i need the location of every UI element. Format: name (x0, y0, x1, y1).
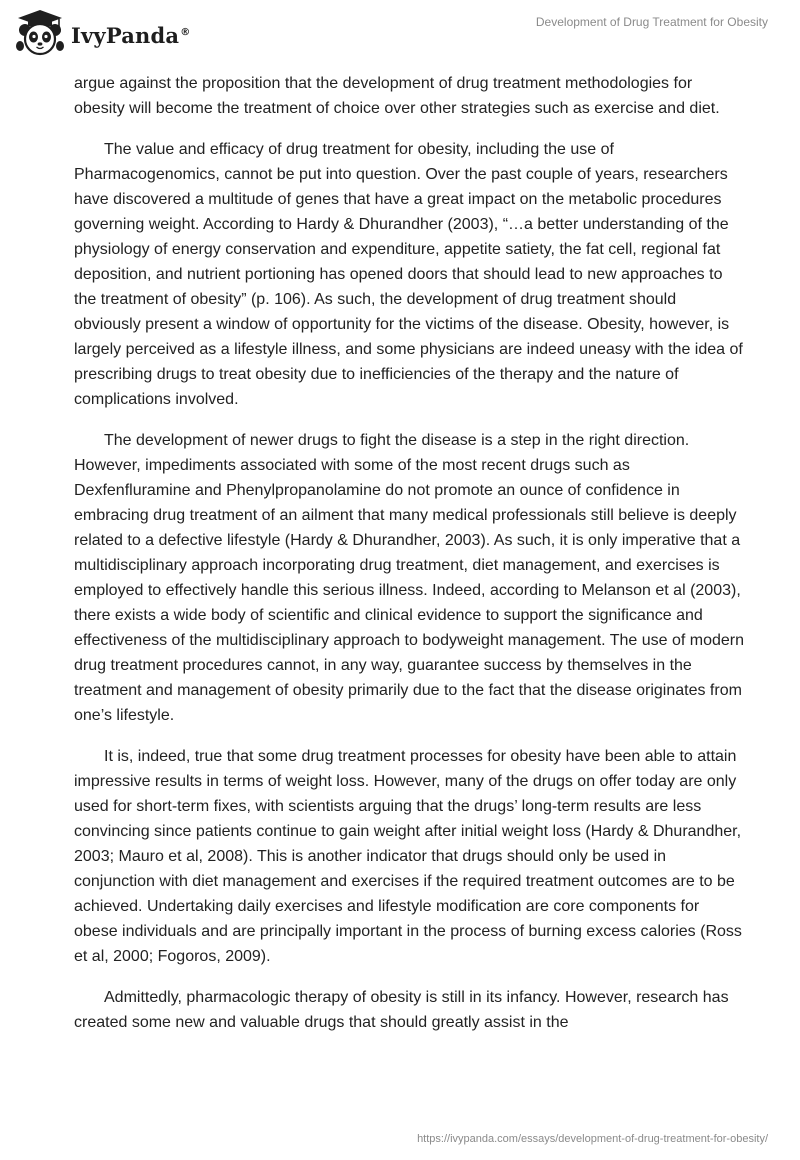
paragraph: It is, indeed, true that some drug treatment processes for obesity have been able to attain impressive results in terms of weight loss. However, many of the drugs on offer today are only used for short-term fixes, with scientists arguing that the drugs’ long-term results are less convincing since patients continue to gain weight after initial weight loss (Hardy & Dhurandher, 2003; Mauro et al, 2008). This is another indicator that drugs should only be used in conjunction with diet management and exercises if the required treatment outcomes are to be achieved. Undertaking daily exercises and lifestyle modification are core components for obese individuals and are principally important in the process of burning excess calories (Ross et al, 2000; Fogoros, 2009). (74, 748, 742, 965)
paragraph: Admittedly, pharmacologic therapy of obesity is still in its infancy. However, research has created some new and valuable drugs that should greatly assist in the (74, 989, 729, 1031)
panda-graduate-icon (14, 8, 66, 58)
page-header (0, 0, 800, 70)
paragraph: The development of newer drugs to fight the disease is a step in the right direction. However, impediments associated with some of the most recent drugs such as Dexfenfluramine and Phenylpropanolamine do not promote an ounce of confidence in embracing drug treatment of an ailment that many medical professionals still believe is deeply related to a defective lifestyle (Hardy & Dhurandher, 2003). As such, it is only imperative that a multidisciplinary approach incorporating drug treatment, diet management, and exercises is employed to effectively handle this serious illness. Indeed, according to Melanson et al (2003), there exists a wide body of scientific and clinical evidence to support the significance and effectiveness of the multidisciplinary approach to bodyweight management. The use of modern drug treatment procedures cannot, in any way, guarantee success by themselves in the treatment and management of obesity primarily due to the fact that the disease originates from one’s lifestyle. (74, 432, 745, 724)
essay-body (74, 71, 744, 1051)
brand-text: IvyPanda (71, 22, 180, 48)
ivypanda-logo[interactable] (14, 8, 190, 58)
paragraph-continued: argue against the proposition that the development of drug treatment methodologies for obesity will become the treatment of choice over other strategies such as exercise and diet. (74, 75, 720, 117)
source-url-link[interactable]: https://ivypanda.com/essays/development-of-drug-treatment-for-obesity/ (417, 1133, 768, 1145)
paragraph: The value and efficacy of drug treatment for obesity, including the use of Pharmacogenomics, cannot be put into question. Over the past couple of years, researchers have discovered a multitude of genes that have a great impact on the metabolic procedures governing weight. According to Hardy & Dhurandher (2003), “…a better understanding of the physiology of energy conservation and expenditure, appetite satiety, the fat cell, regional fat deposition, and nutrient portioning has opened doors that should lead to new approaches to the treatment of obesity” (p. 106). As such, the development of drug treatment should obviously present a window of opportunity for the victims of the disease. Obesity, however, is largely perceived as a lifestyle illness, and some physicians are indeed uneasy with the idea of prescribing drugs to treat obesity due to inefficiencies of the therapy and the nature of complications involved. (74, 141, 743, 408)
registered-mark: ® (180, 26, 191, 38)
document-title: Development of Drug Treatment for Obesity (535, 15, 768, 29)
brand-name (71, 23, 190, 48)
